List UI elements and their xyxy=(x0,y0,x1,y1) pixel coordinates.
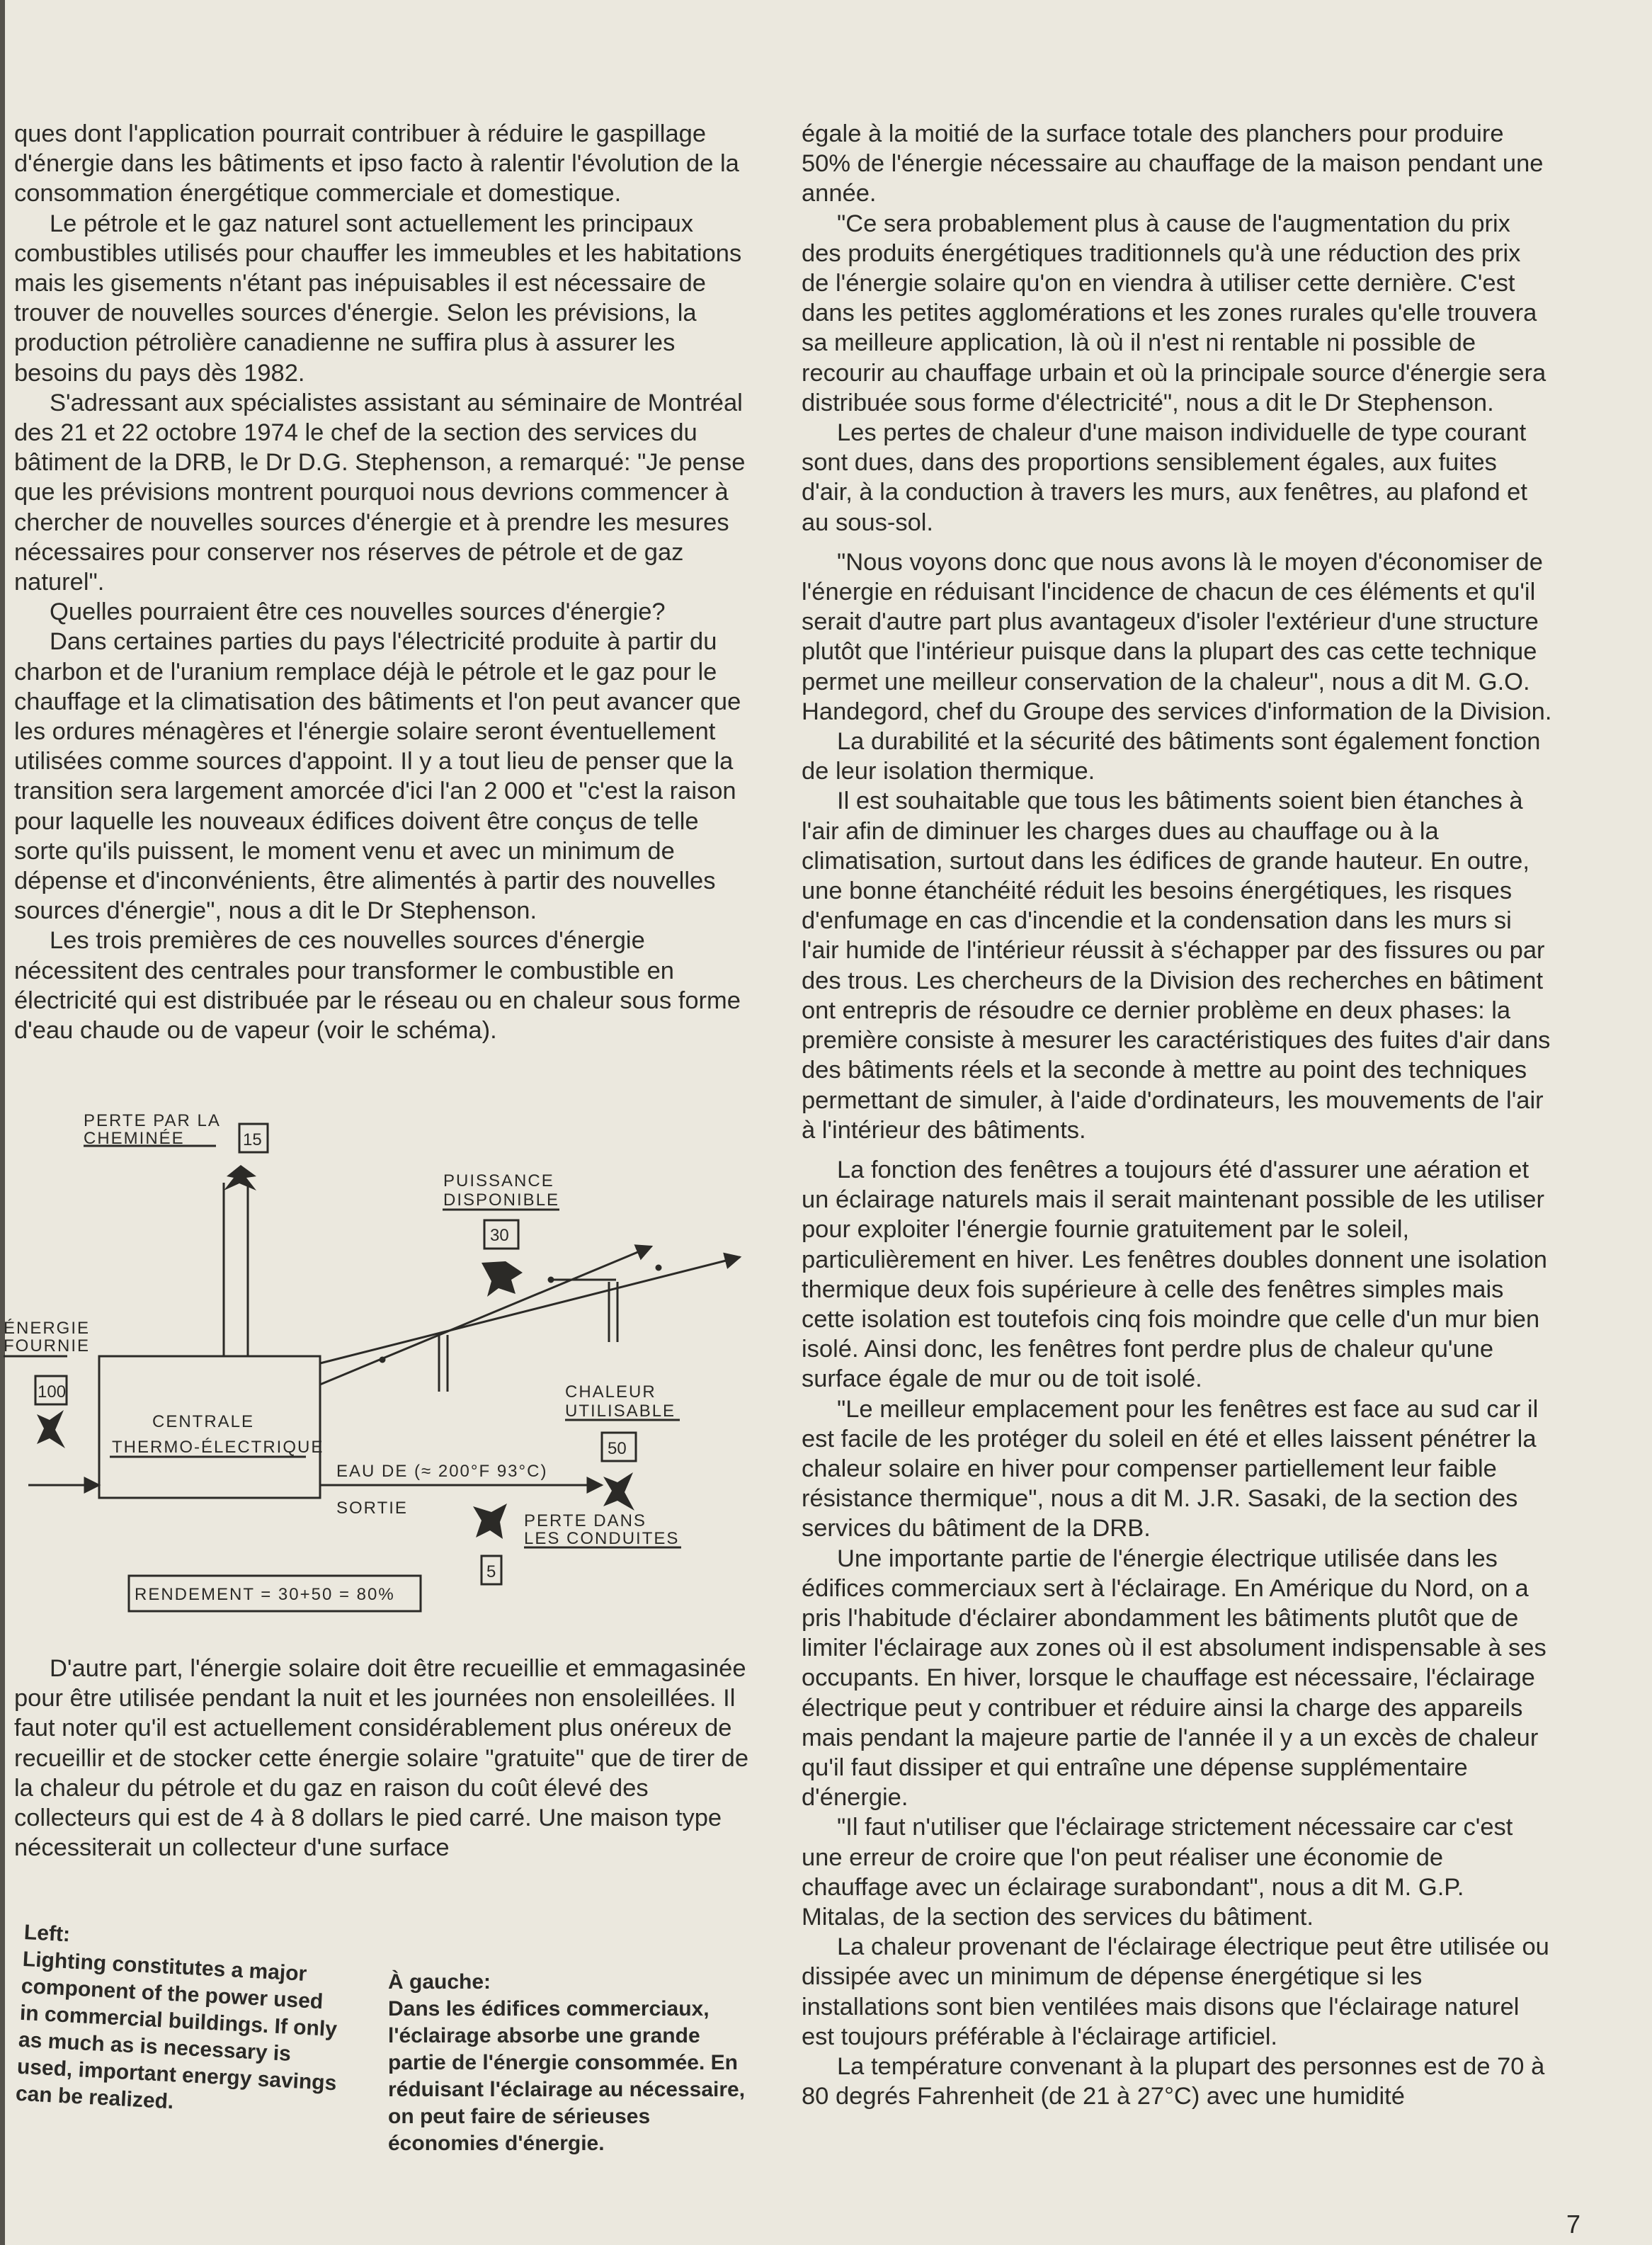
paragraph: La chaleur provenant de l'éclairage électrique peut être utilisée ou dissipée avec un minimum de dépense énergétique si les installations sont bien ventilées mais disons que l'éclairage naturel est toujours préférable à l'éclairage artificiel. xyxy=(802,1933,1549,2050)
sortie-label: SORTIE xyxy=(336,1499,408,1518)
caption-title: Left: xyxy=(23,1920,71,1947)
perte-conduites-label: LES CONDUITES xyxy=(524,1529,680,1548)
paragraph: "Nous voyons donc que nous avons là le moyen d'économiser de l'énergie en réduisant l'incidence de chacun de ces éléments et qu'il serait d'autre part plus avantageux d'isoler l'extérieur d'une structure plutôt que l'intérieur puisque dans la plupart des cas cette technique permet une meilleur conservation de la chaleur", nous a dit M. G.O. Handegord, chef du Groupe des services d'information de la Division. xyxy=(802,548,1552,725)
caption-text: Dans les édifices commerciaux, l'éclairage absorbe une grande partie de l'énergie consommée. En réduisant l'éclairage au nécessaire, on peut faire de sérieuses économies d'énergie. xyxy=(388,1997,746,2155)
paragraph: Les pertes de chaleur d'une maison individuelle de type courant sont dues, dans des proportions sensiblement égales, aux fuites d'air, à la conduction à travers les murs, aux fenêtres, au plafond et au sous-sol. xyxy=(802,419,1527,536)
flow-arrow-icon xyxy=(224,1165,256,1190)
flow-arrow-icon xyxy=(482,1261,523,1297)
paragraph: "Il faut n'utiliser que l'éclairage strictement nécessaire car c'est une erreur de croire que l'on peut réaliser une économie de chauffage avec un éclairage surabondant", nous a dit M. G.P. Mitalas, de la section des services du bâtiment. xyxy=(802,1814,1513,1931)
right-column xyxy=(802,119,1552,2111)
caption-title: À gauche: xyxy=(388,1970,491,1994)
centrale-label: THERMO-ÉLECTRIQUE xyxy=(112,1438,324,1457)
paragraph: Les trois premières de ces nouvelles sources d'énergie nécessitent des centrales pour transformer le combustible en électricité qui est distribuée par le réseau ou en chaleur sous forme d'eau chaude ou de vapeur (voir le schéma). xyxy=(14,927,741,1045)
flow-arrow-icon xyxy=(473,1504,507,1539)
puissance-value: 30 xyxy=(490,1226,509,1245)
paragraph: égale à la moitié de la surface totale des planchers pour produire 50% de l'énergie nécessaire au chauffage de la maison pendant une année. xyxy=(802,120,1544,208)
paragraph: La durabilité et la sécurité des bâtiments sont également fonction de leur isolation thermique. xyxy=(802,728,1541,785)
paragraph: La fonction des fenêtres a toujours été d'assurer une aération et un éclairage naturels mais il serait maintenant possible de les utiliser pour exploiter l'énergie fournie gratuitement par le soleil, particulièrement en hiver. Les fenêtres doubles donnent une isolation thermique deux fois supérieure à celle des fenêtres simples mais cette isolation est toutefois cinq fois moindre que celle d'un mur bien isolé. Ainsi donc, les fenêtres font perdre plus de chaleur qu'une surface égale de mur ou de toit isolé. xyxy=(802,1156,1547,1393)
eau-label: EAU DE (≈ 200°F 93°C) xyxy=(336,1462,548,1481)
paragraph: D'autre part, l'énergie solaire doit être recueillie et emmagasinée pour être utilisée pendant la nuit et les journées non ensoleillées. Il faut noter qu'il est actuellement considérablement plus onéreux de recueillir et de stocker cette énergie solaire "gratuite" que de tirer de la chaleur du pétrole et du gaz en raison du coût élevé des collecteurs qui est de 4 à 8 dollars le pied carré. Une maison type nécessiterait un collecteur d'une surface xyxy=(14,1655,749,1862)
paragraph: La température convenant à la plupart des personnes est de 70 à 80 degrés Fahrenheit (de 21 à 27°C) avec une humidité xyxy=(802,2053,1545,2110)
french-caption xyxy=(388,1969,756,2157)
puissance-label: DISPONIBLE xyxy=(443,1190,560,1210)
left-column xyxy=(14,119,754,1045)
page-number: 7 xyxy=(1566,2210,1581,2239)
paragraph: Le pétrole et le gaz naturel sont actuellement les principaux combustibles utilisés pour chauffer les immeubles et les habitations mais les gisements n'étant pas inépuisables il est nécessaire de trouver de nouvelles sources d'énergie. Selon les prévisions, la production pétrolière canadienne ne suffira plus à assurer les besoins du pays dès 1982. xyxy=(14,210,742,387)
paragraph: Quelles pourraient être ces nouvelles sources d'énergie? xyxy=(50,598,666,626)
perte-cheminee-value: 15 xyxy=(243,1130,262,1149)
energie-label: FOURNIE xyxy=(4,1336,90,1355)
english-caption xyxy=(15,1919,350,2125)
caption-text: Lighting constitutes a major component of the power used in commercial buildings. If only as much as is necessary is used, important energy savings can be realized. xyxy=(15,1947,338,2114)
paragraph: "Ce sera probablement plus à cause de l'augmentation du prix des produits énergétiques traditionnels qu'à une réduction des prix de l'énergie solaire qu'on en viendra à utiliser cette dernière. C'est dans les petites agglomérations et les zones rurales qu'elle trouvera sa meilleure application, là où il n'est ni rentable ni possible de recourir au chauffage urbain et où la principale source d'énergie sera distribuée sous forme d'électricité", nous a dit le Dr Stephenson. xyxy=(802,210,1546,416)
energie-value: 100 xyxy=(38,1382,67,1402)
left-column-lower xyxy=(14,1654,754,1863)
power-plant-diagram xyxy=(0,1094,779,1618)
chaleur-label: UTILISABLE xyxy=(565,1402,676,1421)
flow-arrow-icon xyxy=(37,1410,65,1448)
paragraph: Il est souhaitable que tous les bâtiments soient bien étanches à l'air afin de diminuer les charges dues au chauffage ou à la climatisation, surtout dans les édifices de grande hauteur. En outre, une bonne étanchéité réduit les besoins énergétiques, les risques d'enfumage en cas d'incendie et la condensation dans les murs si l'air humide de l'intérieur réussit à s'échapper par des fissures ou par des trous. Les chercheurs de la Division des recherches en bâtiment ont entrepris de résoudre ce dernier problème en deux phases: la première consiste à mesurer les caractéristiques des fuites d'air dans des bâtiments réels et la seconde à mettre au point des techniques permettant de simuler, à l'aide d'ordinateurs, les mouvements de l'air à l'intérieur des bâtiments. xyxy=(802,788,1551,1144)
paragraph: Dans certaines parties du pays l'électricité produite à partir du charbon et de l'uranium remplace déjà le pétrole et le gaz pour le chauffage et la climatisation des bâtiments et l'on peut avancer que les ordures ménagères et l'énergie solaire seront éventuellement utilisées comme sources d'appoint. Il y a tout lieu de penser que la transition sera largement amorcée d'ici l'an 2 000 et "c'est la raison pour laquelle les nouveaux édifices doivent être conçus de telle sorte qu'ils puissent, le moment venu et avec un minimum de dépense et d'inconvénients, être alimentés à partir des nouvelles sources d'énergie", nous a dit le Dr Stephenson. xyxy=(14,628,741,925)
paragraph: ques dont l'application pourrait contribuer à réduire le gaspillage d'énergie dans les bâtiments et ipso facto à ralentir l'évolution de la consommation énergétique commerciale et domestique. xyxy=(14,120,739,208)
flow-arrow-icon xyxy=(603,1472,634,1511)
paragraph: "Le meilleur emplacement pour les fenêtres est face au sud car il est facile de les protéger du soleil en été et elles laissent pénétrer la chaleur solaire en hiver pour compenser partiellement leur faible résistance thermique", nous a dit M. J.R. Sasaki, de la section des services du bâtiment de la DRB. xyxy=(802,1395,1539,1542)
perte-cheminee-label: CHEMINÉE xyxy=(84,1129,185,1148)
perte-conduites-value: 5 xyxy=(486,1562,496,1581)
puissance-label: PUISSANCE xyxy=(443,1171,554,1190)
rendement-label: RENDEMENT = 30+50 = 80% xyxy=(135,1585,395,1604)
chaleur-value: 50 xyxy=(608,1439,627,1458)
perte-cheminee-label: PERTE PAR LA xyxy=(84,1111,221,1130)
energie-label: ÉNERGIE xyxy=(4,1319,91,1338)
paragraph: S'adressant aux spécialistes assistant au séminaire de Montréal des 21 et 22 octobre 1974 le chef de la section des services du bâtiment de la DRB, le Dr D.G. Stephenson, a remarqué: "Je pense que les prévisions montrent pourquoi nous devrions commencer à chercher de nouvelles sources d'énergie et à prendre les mesures nécessaires pour conserver nos réserves de pétrole et de gaz naturel". xyxy=(14,389,746,596)
chaleur-label: CHALEUR xyxy=(565,1382,656,1402)
centrale-label: CENTRALE xyxy=(152,1412,255,1431)
perte-conduites-label: PERTE DANS xyxy=(524,1511,646,1530)
paragraph: Une importante partie de l'énergie électrique utilisée dans les édifices commerciaux sert à l'éclairage. En Amérique du Nord, on a pris l'habitude d'éclairer abondamment les bâtiments plutôt que de limiter l'éclairage aux zones où il est absolument indispensable à ses occupants. En hiver, lorsque le chauffage est nécessaire, l'éclairage électrique peut y contribuer et réduire ainsi la charge des appareils mais pendant la majeure partie de l'année il y a un excès de chaleur qu'il faut dissiper et qui entraîne une dépense supplémentaire d'énergie. xyxy=(802,1545,1546,1812)
